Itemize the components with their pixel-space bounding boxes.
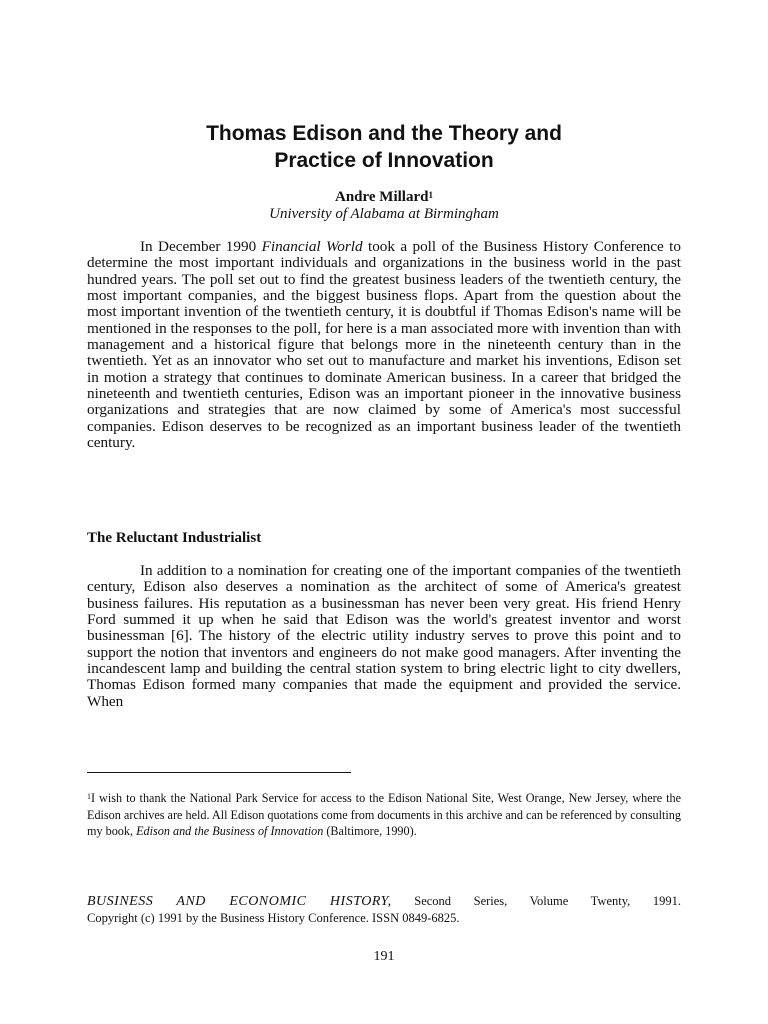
footnote xyxy=(87,790,681,840)
footnote-mark: 1 xyxy=(87,792,91,801)
footnote-text: I wish to thank the National Park Service for access to the Edison National Site, West Orange, New Jersey, where the Edison archives are held. All Edison quotations come from documents in this archive and can be referenced by consulting my book, xyxy=(87,791,681,839)
title-line-2: Practice of Innovation xyxy=(274,149,494,172)
footnote-divider xyxy=(87,772,351,773)
author-name-text: Andre Millard xyxy=(335,189,429,205)
footnote-text-end: (Baltimore, 1990). xyxy=(323,824,417,839)
intro-text-before: In December 1990 xyxy=(140,238,262,255)
journal-name: BUSINESS AND ECONOMIC HISTORY, xyxy=(87,894,392,909)
intro-text-after: took a poll of the Business History Conference to determine the most important individuals and organizations in the business world in the past hundred years. The poll set out to find the greatest business leaders of the twentieth century, the most important companies, and the biggest business flops. Apart from the question about the most important invention of the twentieth century, it is doubtful if Thomas Edison's name will be mentioned in the responses to the poll, for here is a man associated more with invention than with management and a historical figure that belongs more in the nineteenth century than in the twentieth. Yet as an innovator who set out to manufacture and market his inventions, Edison set in motion a strategy that continues to dominate American business. In a career that bridged the nineteenth and twentieth centuries, Edison was an important pioneer in the innovative business organizations and strategies that are now claimed by some of America's most successful companies. Edison deserves to be recognized as an important business leader of the twentieth century. xyxy=(87,238,681,452)
author-affiliation: University of Alabama at Birmingham xyxy=(269,206,499,222)
journal-line xyxy=(87,893,681,910)
intro-paragraph xyxy=(87,239,681,451)
footnote-book-title: Edison and the Business of Innovation xyxy=(136,824,324,839)
journal-info xyxy=(87,893,681,926)
journal-copyright: Copyright (c) 1991 by the Business History Conference. ISSN 0849-6825. xyxy=(87,911,460,925)
author-name xyxy=(0,188,768,206)
section-paragraph: In addition to a nomination for creating one of the important companies of the twentieth century, Edison also deserves a nomination as the architect of some of America's greatest business failures. His reputation as a businessman has never been very great. His friend Henry Ford summed it up when he said that Edison was the world's greatest inventor and worst businessman [6]. The history of the electric utility industry serves to prove this point and to support the notion that inventors and engineers do not make good managers. After inventing the incandescent lamp and building the central station system to bring electric light to city dwellers, Thomas Edison formed many companies that made the equipment and provided the service. When xyxy=(87,562,681,710)
page-number: 191 xyxy=(373,949,395,964)
journal-series: Second Series, Volume Twenty, 1991. xyxy=(391,894,681,908)
title-line-1: Thomas Edison and the Theory and xyxy=(206,122,562,145)
author-footnote-mark: 1 xyxy=(428,190,433,200)
section-heading: The Reluctant Industrialist xyxy=(87,530,262,546)
paper-title xyxy=(0,120,768,174)
intro-italic-publication: Financial World xyxy=(261,238,363,255)
